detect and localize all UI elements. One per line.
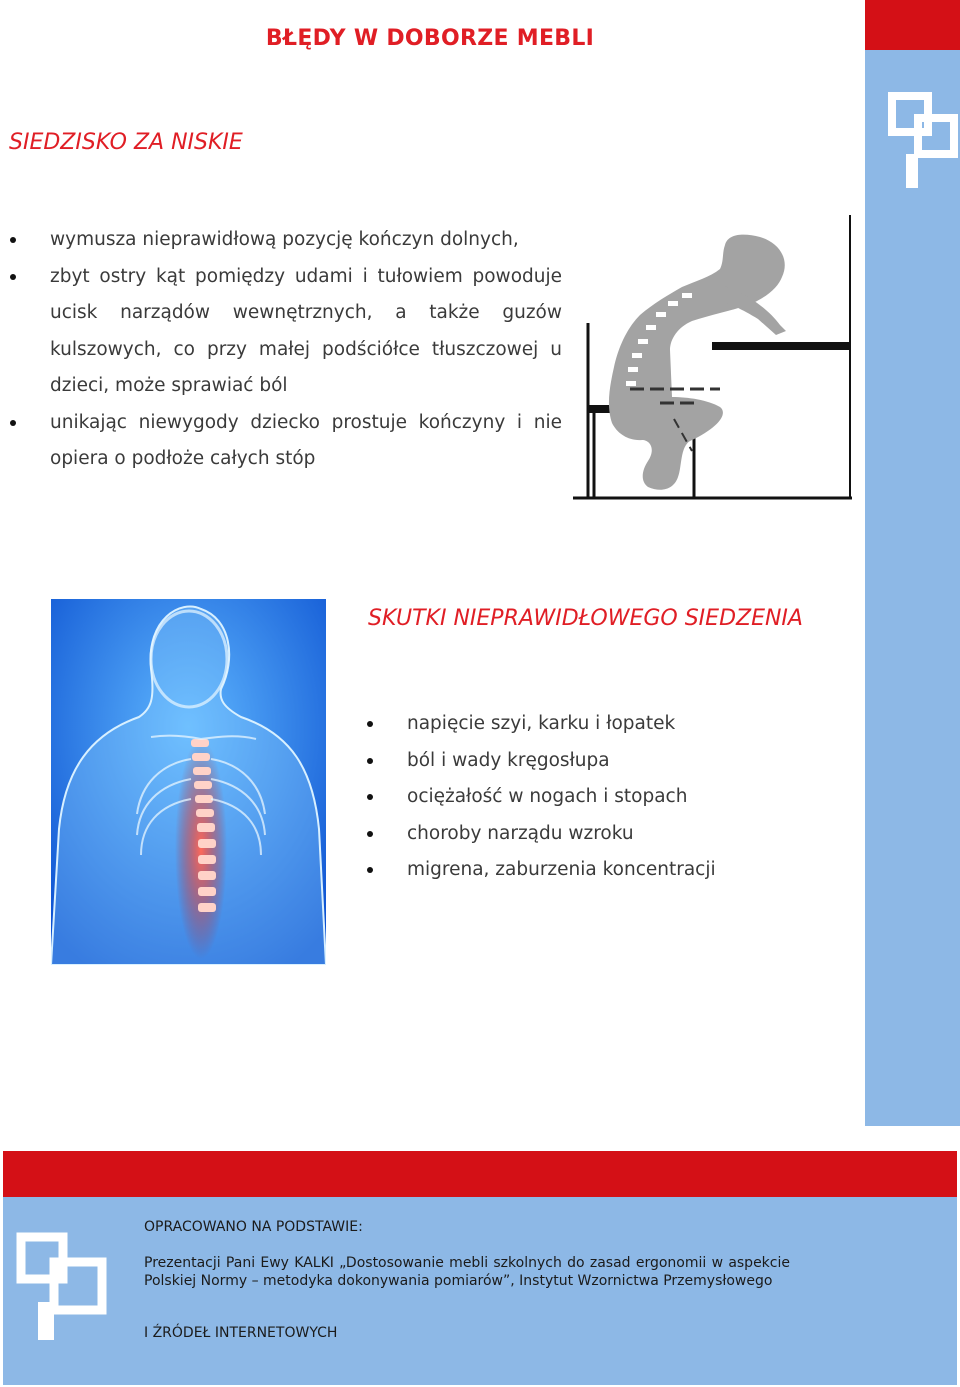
footer-heading: OPRACOWANO NA PODSTAWIE: <box>144 1219 363 1235</box>
list-item: choroby narządu wzroku <box>407 816 847 853</box>
section-heading-low-seat: SIEDZISKO ZA NISKIE <box>9 130 243 155</box>
list-item: wymusza nieprawidłową pozycję kończyn dolnych, <box>50 222 562 259</box>
footer-source: Prezentacji Pani Ewy KALKI „Dostosowanie mebli szkolnych do zasad ergonomii w aspekcie Polskiej Normy – metodyka dokonywania pomiarów”, Instytut Wzornictwa Przemysłowego <box>144 1255 790 1289</box>
squares-logo-icon <box>888 92 958 192</box>
footer-other-sources: I ŹRÓDEŁ INTERNETOWYCH <box>144 1325 338 1341</box>
side-strip-blue <box>865 50 960 1126</box>
list-item: ból i wady kręgosłupa <box>407 743 847 780</box>
section-heading-effects: SKUTKI NIEPRAWIDŁOWEGO SIEDZENIA <box>368 606 803 631</box>
seated-child-illustration <box>570 215 852 505</box>
list-item: migrena, zaburzenia koncentracji <box>407 852 847 889</box>
page-title: BŁĘDY W DOBORZE MEBLI <box>265 26 595 51</box>
list-item: unikając niewygody dziecko prostuje kończyny i nie opiera o podłoże całych stóp <box>50 405 562 478</box>
list-item: zbyt ostry kąt pomiędzy udami i tułowiem powoduje ucisk narządów wewnętrznych, a także guzów kulszowych, co przy małej podściółce tłuszczowej u dzieci, może sprawiać ból <box>50 259 562 405</box>
footer-squares-logo-icon <box>16 1232 111 1344</box>
footer-band-red <box>3 1151 957 1197</box>
list-item: napięcie szyi, karku i łopatek <box>407 706 847 743</box>
spine-xray-image <box>51 599 326 965</box>
low-seat-list <box>50 222 562 478</box>
effects-list <box>407 706 847 889</box>
list-item: ociężałość w nogach i stopach <box>407 779 847 816</box>
side-strip-red <box>865 0 960 50</box>
